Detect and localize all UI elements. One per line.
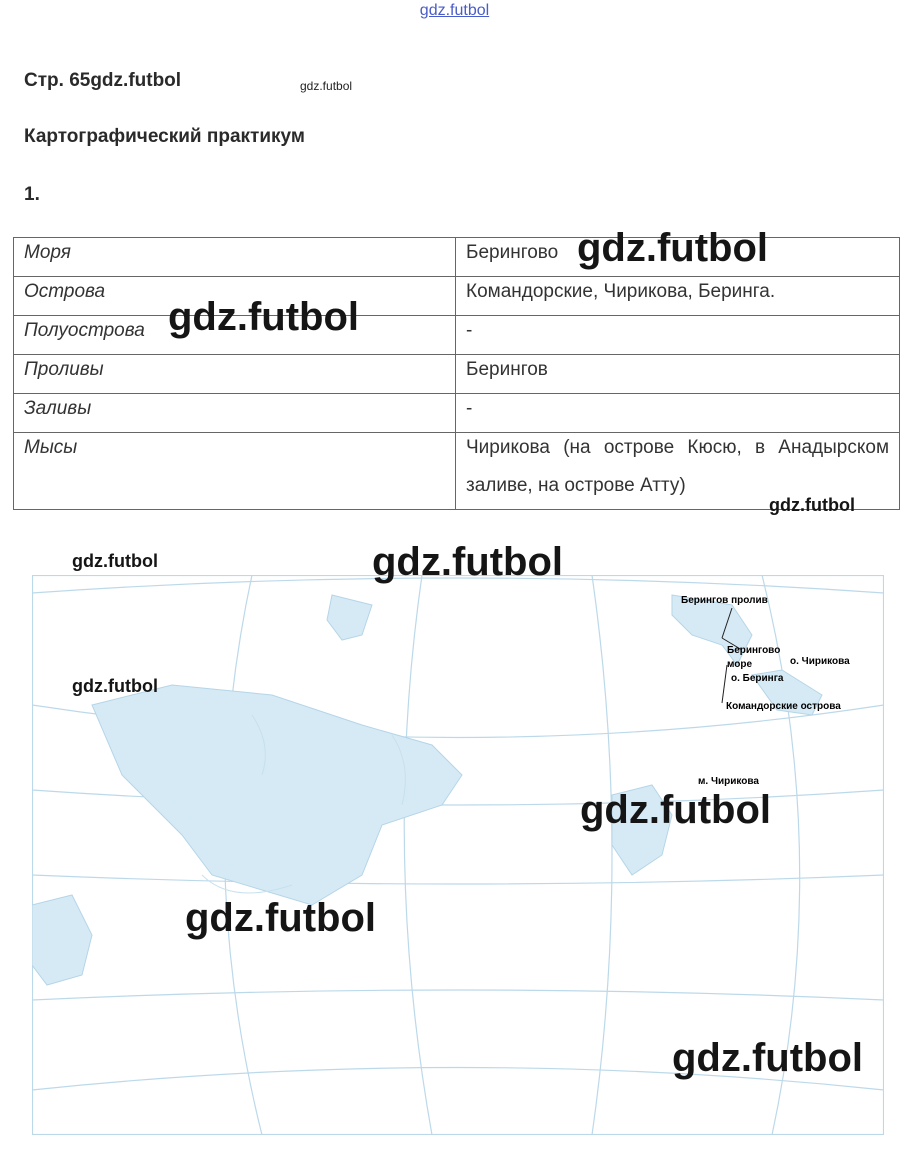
- table-row: [14, 433, 900, 510]
- watermark: gdz.futbol: [72, 551, 158, 571]
- table-row: [14, 316, 900, 355]
- row-value-straits: Берингов: [456, 355, 900, 394]
- section-title: Картографический практикум: [24, 126, 305, 147]
- label-cape-chirikov: м. Чирикова: [698, 776, 759, 787]
- label-commander-islands: Командорские острова: [726, 701, 841, 712]
- top-watermark-link[interactable]: gdz.futbol: [419, 2, 490, 19]
- watermark: gdz.futbol: [185, 896, 377, 940]
- table-row: [14, 355, 900, 394]
- table-row: [14, 277, 900, 316]
- watermark: gdz.futbol: [72, 676, 158, 696]
- capes-text: Чирикова (на острове Кюсю, в Анадырском заливе, на острове Атту): [466, 437, 889, 496]
- label-bering-island: о. Беринга: [731, 673, 784, 684]
- page-reference: [24, 70, 181, 92]
- table-row: [14, 394, 900, 433]
- row-key-bays: Заливы: [14, 394, 456, 433]
- watermark: gdz.futbol: [769, 495, 855, 515]
- row-value-bays: -: [456, 394, 900, 433]
- watermark: gdz.futbol: [168, 295, 360, 339]
- watermark: gdz.futbol: [580, 788, 772, 832]
- label-chirikov-island: о. Чирикова: [790, 656, 850, 667]
- row-key-capes: Мысы: [14, 433, 456, 510]
- row-key-peninsulas: Полуострова: [14, 316, 456, 355]
- row-value-islands: Командорские, Чирикова, Беринга.: [456, 277, 900, 316]
- label-bering-sea: Берингово: [727, 645, 781, 656]
- page-ref-text: Стр. 65: [24, 70, 91, 91]
- row-key-seas: Моря: [14, 238, 456, 277]
- watermark: gdz.futbol: [372, 540, 564, 584]
- row-key-straits: Проливы: [14, 355, 456, 394]
- watermark: gdz.futbol: [577, 226, 769, 270]
- label-bering-sea-2: море: [727, 659, 753, 670]
- page-ref-watermark-small: gdz.futbol: [300, 79, 353, 93]
- task-number: 1.: [24, 184, 40, 205]
- label-bering-strait: Берингов пролив: [681, 595, 768, 606]
- row-value-seas: Берингово: [456, 238, 900, 277]
- watermark: gdz.futbol: [672, 1036, 864, 1080]
- answers-table: [13, 237, 900, 510]
- page-ref-watermark: gdz.futbol: [90, 70, 182, 91]
- row-key-islands: Острова: [14, 277, 456, 316]
- row-value-peninsulas: -: [456, 316, 900, 355]
